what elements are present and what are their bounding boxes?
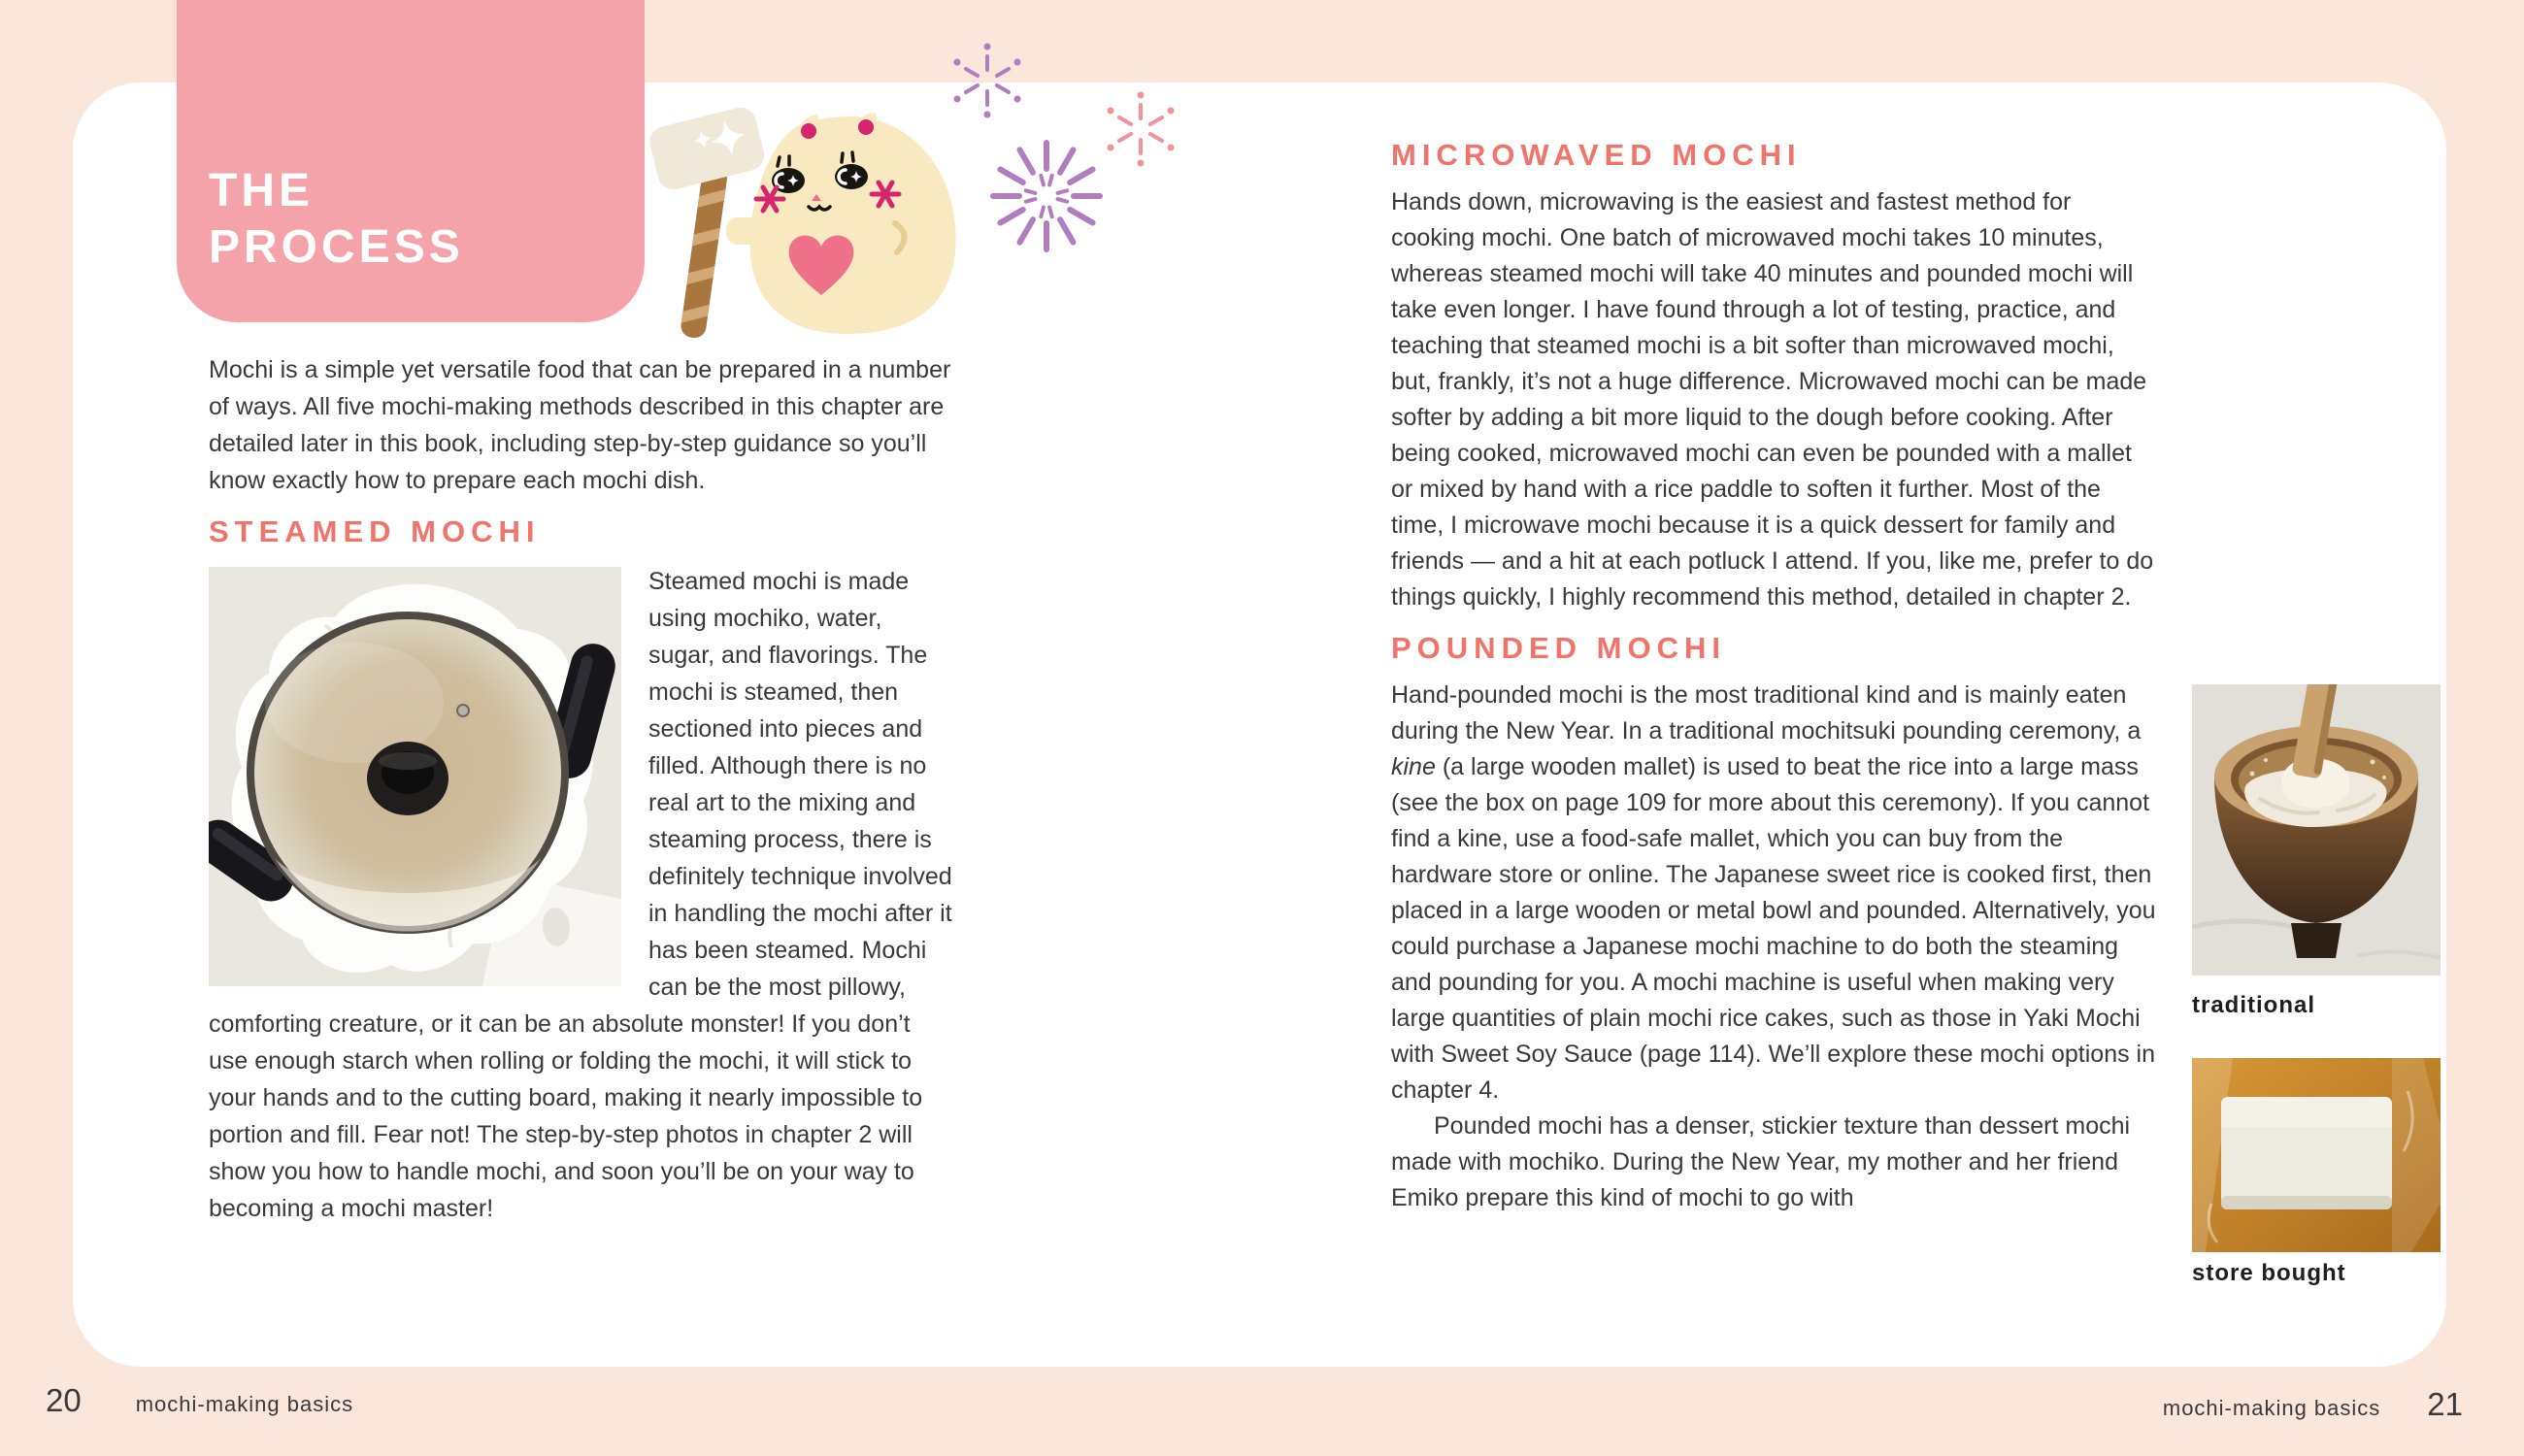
chapter-title-line2: PROCESS	[209, 221, 464, 273]
intro-paragraph: Mochi is a simple yet versatile food that can be prepared in a number of ways. All five mochi-making methods described in this chapter are detailed later in this book, including step-by-step guidance so you’ll know exactly how to prepare each mochi dish.	[209, 356, 951, 494]
pounded-body-text: (a large wooden mallet) is used to beat the rice into a large mass (see the box on page 109 for more about this ceremony). If you cannot find a kine, use a food-safe mallet, which you can buy from the hardware store or online. The Japanese sweet rice is cooked first, then placed in a large wooden or metal bowl and pounded. Alternatively, you could purchase a Japanese mochi machine to do both the steaming and pounding for you. A mochi machine is useful when making very large quantities of plain mochi rice cakes, such as those in Yaki Mochi with Sweet Soy Sauce (page 114). We’ll explore these mochi options in chapter 4.	[1391, 753, 2156, 1104]
pounded-mochi-body-1	[1391, 678, 2156, 1109]
cat-body	[749, 113, 955, 334]
left-running-head: mochi-making basics	[135, 1392, 354, 1416]
right-running-head: mochi-making basics	[2162, 1396, 2381, 1420]
left-page-number: 20	[46, 1382, 82, 1418]
right-page-number: 21	[2427, 1386, 2463, 1422]
traditional-mochi-pounding-photo	[2192, 684, 2441, 976]
chapter-title-line1: THE	[209, 165, 314, 216]
microwaved-mochi-heading: MICROWAVED MOCHI	[1391, 138, 1802, 172]
microwaved-mochi-body: Hands down, microwaving is the easiest and fastest method for cooking mochi. One batch of microwaved mochi takes 10 minutes, whereas steamed mochi will take 40 minutes and pounded mochi will take even longer. I have found through a lot of testing, practice, and teaching that steamed mochi is a bit softer than microwaved mochi, but, frankly, it’s not a huge difference. Microwaved mochi can be made softer by adding a bit more liquid to the dough before cooking. After being cooked, microwaved mochi can even be pounded with a mallet or mixed by hand with a rice paddle to soften it further. Most of the time, I microwave mochi because it is a quick dessert for family and friends — and a hit at each potluck I attend. If you, like me, prefer to do things quickly, I highly recommend this method, detailed in chapter 2.	[1391, 188, 2154, 611]
right-page-column	[1391, 136, 2156, 1216]
left-page-footer	[46, 1382, 353, 1419]
pounded-mochi-body-2: Pounded mochi has a denser, stickier texture than dessert mochi made with mochiko. During the New Year, my mother and her friend Emiko prepare this kind of mochi to go with	[1391, 1112, 2131, 1211]
sparkle-purple-burst-icon	[979, 128, 1114, 264]
kine-italic-term: kine	[1391, 753, 1436, 780]
caption-traditional: traditional	[2192, 992, 2316, 1018]
caption-store-bought: store bought	[2192, 1260, 2346, 1286]
pounded-body-text: Hand-pounded mochi is the most traditional kind and is mainly eaten during the New Year. In a traditional mochitsuki pounding ceremony, a	[1391, 681, 2142, 745]
mochi-cat-mascot-illustration	[641, 80, 971, 340]
pounded-mochi-heading: POUNDED MOCHI	[1391, 631, 1726, 665]
chapter-title-block	[177, 0, 645, 322]
right-page-footer	[2163, 1386, 2463, 1423]
steamer-pot-photo	[209, 567, 621, 986]
left-page-column	[209, 351, 954, 1227]
steamed-mochi-body: Steamed mochi is made using mochiko, water, sugar, and flavorings. The mochi is steamed, then sectioned into pieces and filled. Although there is no real art to the mixing and steaming process, there is definitely technique involved in handling the mochi after it has been steamed. Mochi can be the most pillowy, comforting creature, or it can be an absolute monster! If you don’t use enough starch when rolling or folding the mochi, it will stick to your hands and to the cutting board, making it nearly impossible to portion and fill. Fear not! The step-by-step photos in chapter 2 will show you how to handle mochi, and soon you’ll be on your way to becoming a mochi master!	[209, 568, 952, 1222]
steamed-mochi-section	[209, 563, 954, 1227]
steamed-mochi-heading: STEAMED MOCHI	[209, 514, 541, 548]
store-bought-mochi-photo	[2192, 1058, 2441, 1252]
